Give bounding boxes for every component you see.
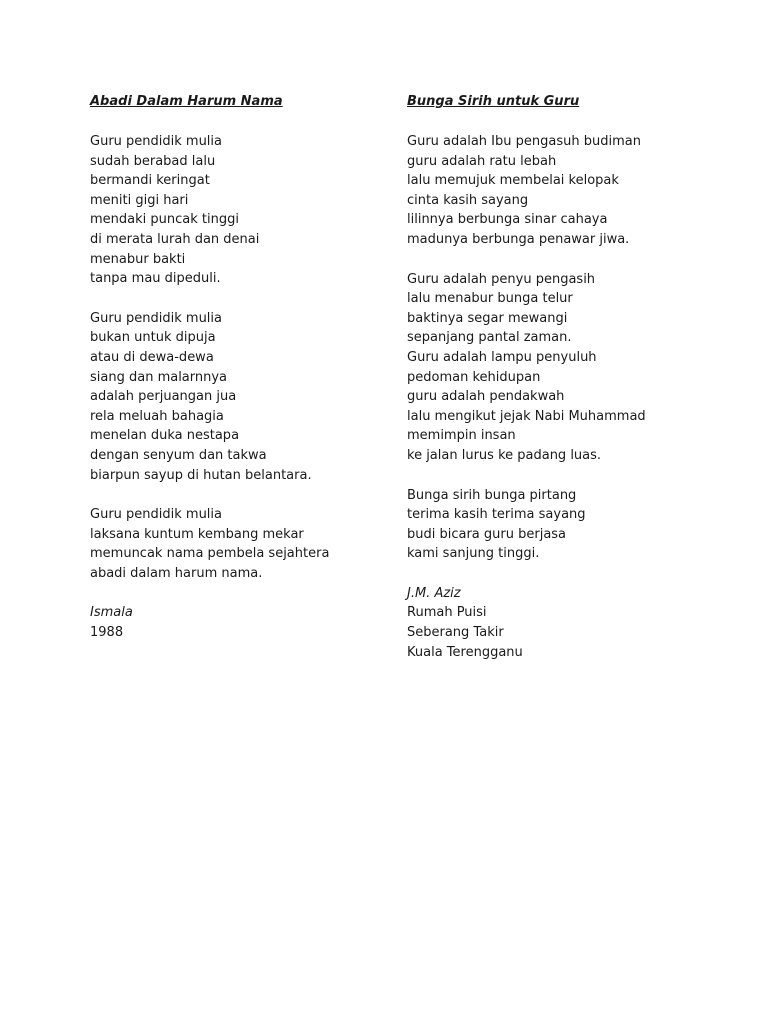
poem-year: 1988 (90, 625, 124, 641)
poem-line: guru adalah pendakwah (407, 389, 565, 405)
stanza (407, 348, 747, 466)
poem-line: Guru pendidik mulia (90, 507, 222, 523)
poem-place-line: Seberang Takir (407, 625, 504, 641)
poem-line: abadi dalam harum nama. (90, 565, 263, 581)
stanza (407, 270, 747, 348)
poem-line: meniti gigi hari (90, 192, 189, 208)
poem-line: menelan duka nestapa (90, 428, 240, 444)
poem-line: ke jalan lurus ke padang luas. (407, 447, 602, 463)
poem-left (90, 92, 390, 643)
poem-line: biarpun sayup di hutan belantara. (90, 467, 312, 483)
poem-place-line: Rumah Puisi (407, 605, 487, 621)
poem-line: adalah perjuangan jua (90, 389, 237, 405)
poem-title: Bunga Sirih untuk Guru (407, 94, 580, 109)
poem-line: budi bicara guru berjasa (407, 526, 567, 542)
poem-line: tanpa mau dipeduli. (90, 271, 221, 287)
poem-place-line: Kuala Terengganu (407, 644, 523, 660)
poem-line: bermandi keringat (90, 173, 210, 189)
poem-line: lilinnya berbunga sinar cahaya (407, 212, 608, 228)
poem-line: Guru pendidik mulia (90, 134, 222, 149)
poem-line: menabur bakti (90, 251, 186, 267)
poem-author: J.M. Aziz (407, 585, 461, 601)
poem-line: terima kasih terima sayang (407, 507, 586, 523)
poem-line: lalu memujuk membelai kelopak (407, 173, 619, 189)
poem-line: madunya berbunga penawar jiwa. (407, 231, 630, 247)
poem-line: rela meluah bahagia (90, 408, 224, 424)
poem-line: lalu menabur bunga telur (407, 291, 573, 307)
poem-line: di merata lurah dan denai (90, 231, 260, 247)
poem-line: cinta kasih sayang (407, 192, 529, 208)
stanza (90, 132, 390, 289)
poem-line: laksana kuntum kembang mekar (90, 526, 304, 542)
poem-line: Bunga sirih bunga pirtang (407, 487, 577, 503)
poem-line: Guru pendidik mulia (90, 310, 222, 326)
poem-author: Ismala (90, 605, 133, 621)
poem-line: atau di dewa-dewa (90, 349, 214, 365)
poem-line: Guru adalah lampu penyuluh (407, 349, 597, 365)
poem-line: memuncak nama pembela sejahtera (90, 546, 330, 562)
poem-line: lalu mengikut jejak Nabi Muhammad (407, 408, 646, 424)
poem-line: kami sanjung tinggi. (407, 546, 540, 562)
poem-title: Abadi Dalam Harum Nama (90, 94, 283, 109)
poem-right (407, 92, 747, 662)
stanza (407, 132, 747, 250)
poem-line: sepanjang pantal zaman. (407, 330, 572, 346)
poem-line: guru adalah ratu lebah (407, 153, 557, 169)
poem-line: pedoman kehidupan (407, 369, 541, 385)
poem-line: baktinya segar mewangi (407, 310, 568, 326)
poem-line: bukan untuk dipuja (90, 330, 216, 346)
poem-line: sudah berabad lalu (90, 153, 216, 169)
stanza (407, 486, 747, 564)
poem-line: Guru adalah Ibu pengasuh budiman (407, 134, 641, 149)
stanza (90, 309, 390, 485)
poem-line: Guru adalah penyu pengasih (407, 271, 596, 287)
poem-line: dengan senyum dan takwa (90, 447, 267, 463)
poem-line: mendaki puncak tinggi (90, 212, 239, 228)
poem-line: memimpin insan (407, 428, 516, 444)
stanza (90, 505, 390, 583)
poem-line: siang dan malarnnya (90, 369, 228, 385)
